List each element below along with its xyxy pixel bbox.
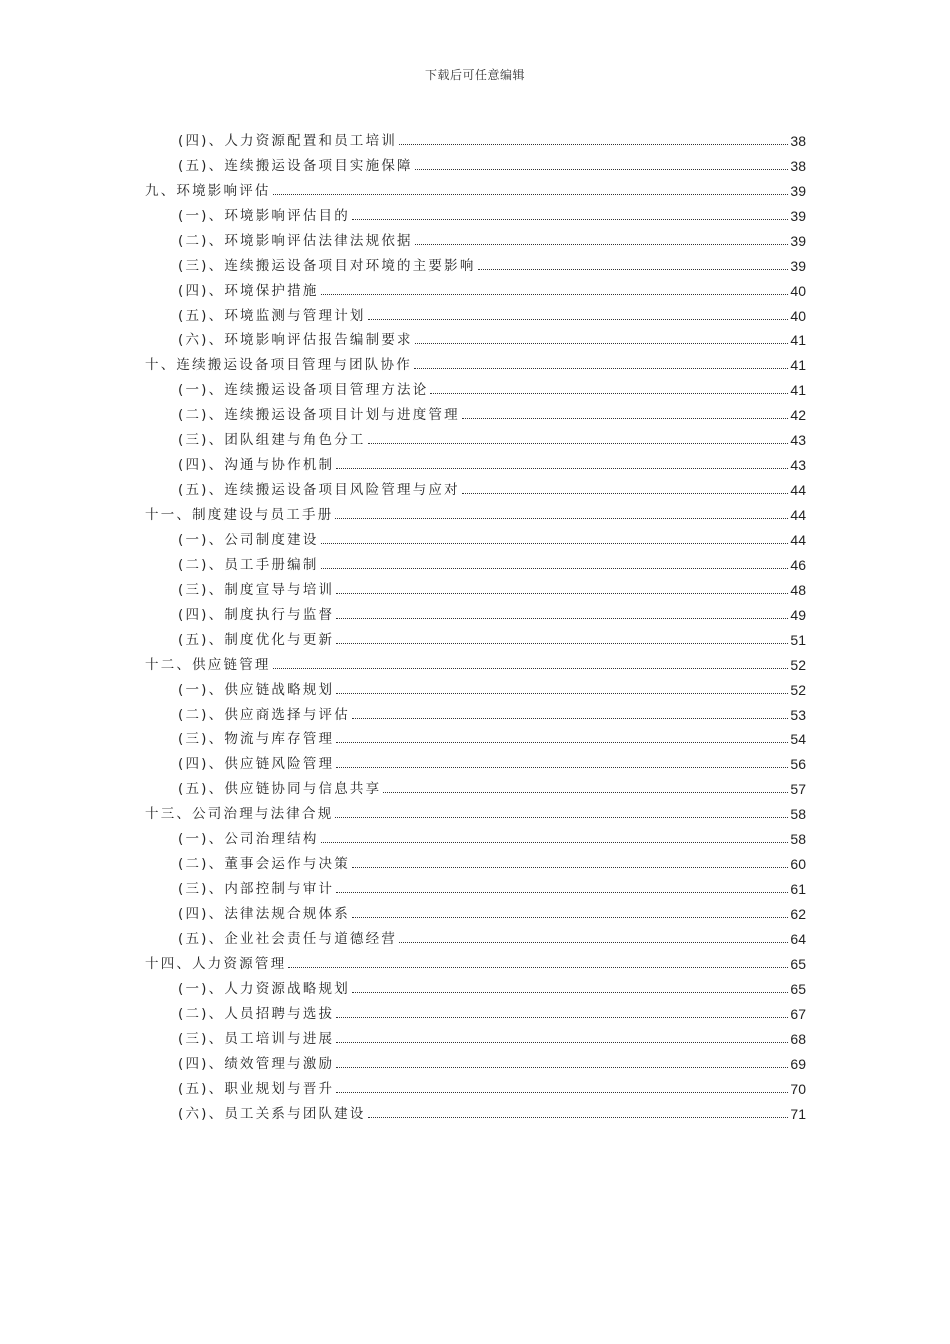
toc-section-entry[interactable] [145,923,806,948]
toc-page-number: 46 [790,556,806,573]
toc-section-entry[interactable] [145,250,806,275]
toc-entry-title: (五)、连续搬运设备项目风险管理与应对 [178,482,460,499]
toc-section-entry[interactable] [145,599,806,624]
toc-dot-leader [336,643,788,644]
toc-entry-title: (三)、物流与库存管理 [178,731,335,748]
toc-entry-title: (四)、制度执行与监督 [178,606,335,623]
toc-section-entry[interactable] [145,549,806,574]
toc-section-entry[interactable] [145,399,806,424]
toc-section-entry[interactable] [145,150,806,175]
toc-page-number: 39 [790,207,806,224]
toc-dot-leader [478,269,789,270]
toc-entry-title: 十一、制度建设与员工手册 [145,507,334,523]
toc-section-entry[interactable] [145,873,806,898]
toc-dot-leader [415,343,789,344]
table-of-contents [145,125,806,1123]
toc-dot-leader [288,967,788,968]
toc-page-number: 41 [790,357,806,374]
toc-entry-title: 十三、公司治理与法律合规 [145,806,334,823]
toc-entry-title: (二)、环境影响评估法律法规依据 [178,232,413,249]
toc-section-entry[interactable] [145,898,806,923]
toc-entry-title: (三)、员工培训与进展 [178,1030,335,1047]
toc-page-number: 65 [790,980,806,997]
toc-dot-leader [336,1067,788,1068]
toc-dot-leader [335,817,788,818]
toc-chapter-entry[interactable] [145,798,806,823]
toc-entry-title: (三)、连续搬运设备项目对环境的主要影响 [178,257,476,274]
toc-page-number: 53 [790,706,806,723]
toc-section-entry[interactable] [145,225,806,250]
toc-dot-leader [352,917,788,918]
toc-dot-leader [368,1117,789,1118]
toc-section-entry[interactable] [145,674,806,699]
toc-entry-title: (二)、供应商选择与评估 [178,706,350,723]
toc-page-number: 52 [790,656,806,673]
toc-dot-leader [336,1042,788,1043]
toc-page-number: 39 [790,232,806,249]
toc-entry-title: (四)、供应链风险管理 [178,756,335,773]
toc-section-entry[interactable] [145,474,806,499]
toc-entry-title: (一)、公司制度建设 [178,531,319,548]
toc-dot-leader [352,867,788,868]
toc-dot-leader [383,792,788,793]
toc-section-entry[interactable] [145,848,806,873]
toc-dot-leader [321,543,789,544]
toc-dot-leader [321,294,789,295]
toc-section-entry[interactable] [145,524,806,549]
toc-entry-title: (二)、董事会运作与决策 [178,856,350,873]
toc-section-entry[interactable] [145,748,806,773]
toc-dot-leader [352,219,788,220]
toc-entry-title: (一)、连续搬运设备项目管理方法论 [178,382,429,399]
toc-page-number: 62 [790,906,806,922]
toc-entry-title: (一)、公司治理结构 [178,831,319,848]
toc-dot-leader [335,518,788,519]
toc-dot-leader [336,1017,788,1018]
toc-dot-leader [399,144,788,145]
toc-page-number: 70 [790,1080,806,1097]
toc-dot-leader [336,892,788,893]
toc-entry-title: (五)、供应链协同与信息共享 [178,781,382,798]
toc-entry-title: (五)、企业社会责任与道德经营 [178,930,398,947]
toc-entry-title: (四)、绩效管理与激励 [178,1055,335,1072]
toc-page-number: 39 [790,257,806,274]
toc-page-number: 58 [790,831,806,848]
toc-entry-title: (四)、沟通与协作机制 [178,457,335,474]
toc-section-entry[interactable] [145,424,806,449]
toc-entry-title: (二)、员工手册编制 [178,556,319,573]
toc-page-number: 48 [790,581,806,598]
toc-section-entry[interactable] [145,125,806,150]
toc-page-number: 56 [790,756,806,773]
toc-dot-leader [336,468,788,469]
toc-page-number: 68 [790,1030,806,1047]
toc-page-number: 44 [790,482,806,499]
toc-dot-leader [336,693,788,694]
toc-page-number: 44 [790,507,806,523]
toc-dot-leader [273,194,789,195]
toc-section-entry[interactable] [145,773,806,798]
toc-page-number: 49 [790,606,806,623]
page-header: 下载后可任意编辑 [424,68,525,82]
toc-entry-title: (四)、环境保护措施 [178,282,319,299]
toc-page-number: 60 [790,856,806,873]
toc-dot-leader [415,169,789,170]
toc-section-entry[interactable] [145,1048,806,1073]
toc-entry-title: 十四、人力资源管理 [145,955,287,972]
toc-entry-title: (二)、连续搬运设备项目计划与进度管理 [178,407,460,424]
toc-dot-leader [430,393,788,394]
toc-dot-leader [352,718,788,719]
toc-section-entry[interactable] [145,1073,806,1098]
toc-chapter-entry[interactable] [145,349,806,374]
toc-page-number: 58 [790,806,806,823]
toc-entry-title: (五)、制度优化与更新 [178,631,335,648]
toc-entry-title: (五)、职业规划与晋升 [178,1080,335,1097]
toc-entry-title: (五)、环境监测与管理计划 [178,307,366,324]
toc-dot-leader [321,568,789,569]
toc-page-number: 54 [790,731,806,748]
toc-dot-leader [336,742,788,743]
toc-section-entry[interactable] [145,973,806,998]
toc-entry-title: 九、环境影响评估 [145,182,271,199]
toc-dot-leader [336,1092,788,1093]
toc-section-entry[interactable] [145,1023,806,1048]
toc-section-entry[interactable] [145,624,806,649]
toc-section-entry[interactable] [145,1098,806,1123]
toc-entry-title: (四)、法律法规合规体系 [178,906,350,922]
toc-dot-leader [321,842,789,843]
toc-dot-leader [414,368,789,369]
toc-entry-title: (三)、团队组建与角色分工 [178,432,366,449]
toc-dot-leader [415,244,789,245]
toc-chapter-entry[interactable] [145,499,806,524]
toc-page-number: 41 [790,382,806,399]
toc-entry-title: (三)、内部控制与审计 [178,881,335,898]
toc-section-entry[interactable] [145,823,806,848]
toc-entry-title: (六)、员工关系与团队建设 [178,1105,366,1122]
toc-section-entry[interactable] [145,449,806,474]
toc-section-entry[interactable] [145,374,806,399]
toc-dot-leader [462,493,789,494]
toc-dot-leader [352,992,788,993]
toc-section-entry[interactable] [145,200,806,225]
toc-page-number: 52 [790,681,806,698]
toc-section-entry[interactable] [145,300,806,325]
toc-page-number: 61 [790,881,806,898]
toc-entry-title: (六)、环境影响评估报告编制要求 [178,332,413,349]
toc-section-entry[interactable] [145,724,806,749]
toc-page-number: 64 [790,930,806,947]
toc-entry-title: (四)、人力资源配置和员工培训 [178,132,398,149]
toc-page-number: 69 [790,1055,806,1072]
toc-dot-leader [336,767,788,768]
toc-page-number: 40 [790,307,806,324]
toc-entry-title: 十二、供应链管理 [145,656,271,673]
toc-entry-title: (二)、人员招聘与选拔 [178,1005,335,1022]
toc-dot-leader [336,593,788,594]
toc-page-number: 65 [790,955,806,972]
toc-entry-title: (三)、制度宣导与培训 [178,581,335,598]
toc-page-number: 43 [790,457,806,474]
toc-section-entry[interactable] [145,325,806,350]
toc-dot-leader [399,942,788,943]
toc-chapter-entry[interactable] [145,649,806,674]
toc-page-number: 71 [790,1105,806,1122]
toc-page-number: 51 [790,631,806,648]
toc-chapter-entry[interactable] [145,175,806,200]
toc-dot-leader [368,319,789,320]
toc-dot-leader [336,618,788,619]
toc-page-number: 43 [790,432,806,449]
toc-section-entry[interactable] [145,998,806,1023]
toc-page-number: 44 [790,531,806,548]
toc-page-number: 40 [790,282,806,299]
toc-page-number: 38 [790,157,806,174]
toc-entry-title: 十、连续搬运设备项目管理与团队协作 [145,357,412,374]
toc-page-number: 57 [790,781,806,798]
toc-dot-leader [273,668,789,669]
toc-section-entry[interactable] [145,574,806,599]
toc-page-number: 42 [790,407,806,424]
toc-dot-leader [462,418,789,419]
toc-page-number: 41 [790,332,806,349]
toc-entry-title: (一)、人力资源战略规划 [178,980,350,997]
toc-section-entry[interactable] [145,699,806,724]
toc-page-number: 39 [790,182,806,199]
toc-section-entry[interactable] [145,275,806,300]
toc-entry-title: (五)、连续搬运设备项目实施保障 [178,157,413,174]
toc-entry-title: (一)、环境影响评估目的 [178,207,350,224]
toc-page-number: 67 [790,1005,806,1022]
toc-chapter-entry[interactable] [145,948,806,973]
toc-entry-title: (一)、供应链战略规划 [178,681,335,698]
toc-dot-leader [368,443,789,444]
toc-page-number: 38 [790,132,806,149]
